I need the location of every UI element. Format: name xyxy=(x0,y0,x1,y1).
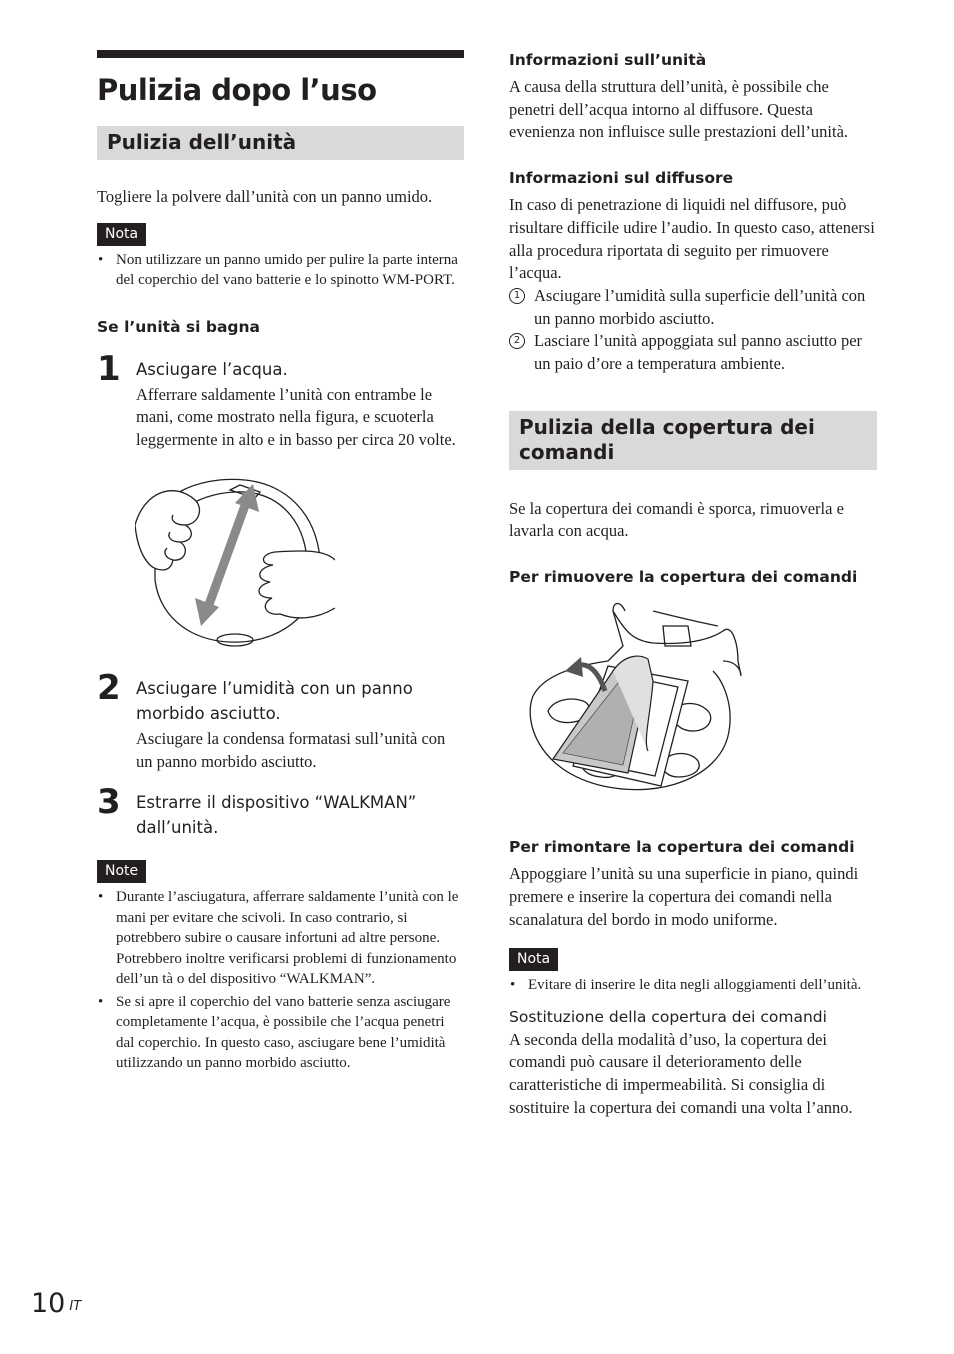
step-title: Estrarre il dispositivo “WALKMAN” dall’unità. xyxy=(136,793,417,838)
step-3 xyxy=(97,782,464,840)
shake-illustration xyxy=(135,470,335,650)
replace-cover-heading: Sostituzione della copertura dei comandi xyxy=(509,1007,827,1026)
replace-cover-body: A seconda della modalità d’uso, la copertura dei comandi può causare il deterioramento delle caratteristiche di impermeabilità. Si consiglia di sostituire la copertura dei comandi una volta l’anno. xyxy=(509,1029,853,1117)
title-rule xyxy=(97,50,464,58)
step-number: 1 xyxy=(97,348,121,389)
left-column xyxy=(97,50,464,1074)
circled-number: 1 xyxy=(509,288,525,304)
info-unit-heading: Informazioni sull’unità xyxy=(509,51,707,69)
page-number xyxy=(31,1287,81,1321)
reattach-cover-body: Appoggiare l’unità su una superficie in piano, quindi premere e inserire la copertura dei comandi nella scanalatura del bordo in modo uniforme. xyxy=(509,864,859,929)
note-badge: Note xyxy=(97,860,146,883)
unit-cleaning-intro: Togliere la polvere dall’unità con un panno umido. xyxy=(97,187,433,206)
speaker-step-text: Lasciare l’unità appoggiata sul panno asciutto per un paio d’ore a temperatura ambiente. xyxy=(534,331,863,374)
nota-item: • Non utilizzare un panno umido per pulire la parte interna del coperchio del vano batterie e lo spinotto WM-PORT. xyxy=(98,251,458,289)
section-heading-cover-cleaning: Pulizia della copertura dei comandi xyxy=(509,411,877,470)
note-item: • Se si apre il coperchio del vano batterie senza asciugare completamente l’acqua, è possibile che l’acqua penetri dal coperchio. In questo caso, asciugare bene l’umidità utilizzando un panno morbido asciutto. xyxy=(98,993,451,1072)
remove-cover-illustration xyxy=(513,601,743,801)
step-1 xyxy=(97,348,464,452)
remove-cover-heading: Per rimuovere la copertura dei comandi xyxy=(509,568,858,587)
step-title: Asciugare l’umidità con un panno morbido asciutto. xyxy=(136,678,413,723)
step-body: Afferrare saldamente l’unità con entrambe le mani, come mostrato nella figura, e scuoterla leggermente in alto e in basso per circa 20 volte. xyxy=(136,384,456,450)
step-body: Asciugare la condensa formatasi sull’unità con un panno morbido asciutto. xyxy=(136,728,446,771)
reattach-cover-heading: Per rimontare la copertura dei comandi xyxy=(509,838,855,857)
remove-cover-drawing xyxy=(513,601,743,801)
nota-badge: Nota xyxy=(97,223,146,246)
note-item-text: Durante l’asciugatura, afferrare saldamente l’unità con le mani per evitare che scivoli. In caso contrario, si potrebbero subire o causare infortuni ad altre persone. Potrebbero inoltre verificarsi problemi di funzionamento dell’un tà o del dispositivo “WALKMAN”. xyxy=(116,889,459,988)
section-heading-unit-cleaning: Pulizia dell’unità xyxy=(97,126,464,160)
circled-number: 2 xyxy=(509,333,525,349)
info-speaker-body: In caso di penetrazione di liquidi nel diffusore, può risultare difficile udire l’audio. In questo caso, attenersi alla procedura riportata di seguito per rimuovere l’acqua. xyxy=(509,195,875,283)
note-item-text: Se si apre il coperchio del vano batterie senza asciugare completamente l’acqua, è possibile che l’acqua penetri dal coperchio. In questo caso, asciugare bene l’umidità utilizzando un panno morbido asciutto. xyxy=(116,993,451,1072)
step-2 xyxy=(97,667,464,773)
step-number: 3 xyxy=(97,782,121,823)
page-title: Pulizia dopo l’uso xyxy=(97,73,377,107)
nota-item-text: Non utilizzare un panno umido per pulire la parte interna del coperchio del vano batterie e lo spinotto WM-PORT. xyxy=(116,251,458,289)
page-language-code: IT xyxy=(69,1299,82,1314)
speaker-step-text: Asciugare l’umidità sulla superficie dell’unità con un panno morbido asciutto. xyxy=(534,285,866,328)
speaker-step-1 xyxy=(509,285,877,330)
page-number-value: 10 xyxy=(31,1288,66,1319)
shake-unit-drawing xyxy=(135,470,335,650)
nota-badge: Nota xyxy=(509,948,558,971)
step-number: 2 xyxy=(97,667,121,708)
info-speaker-heading: Informazioni sul diffusore xyxy=(509,169,734,188)
note-item: • Durante l’asciugatura, afferrare saldamente l’unità con le mani per evitare che scivoli. In caso contrario, si potrebbero subire o causare infortuni ad altre persone. Potrebbero inoltre verificarsi problemi di funzionamento dell’un tà o del dispositivo “WALKMAN”. xyxy=(98,889,459,988)
step-title: Asciugare l’acqua. xyxy=(136,359,288,379)
nota-item-text: Evitare di inserire le dita negli alloggiamenti dell’unità. xyxy=(528,977,862,994)
wet-heading: Se l’unità si bagna xyxy=(97,317,260,336)
nota-item: • Evitare di inserire le dita negli alloggiamenti dell’unità. xyxy=(510,977,862,994)
speaker-step-2 xyxy=(509,330,877,375)
cover-intro: Se la copertura dei comandi è sporca, rimuoverla e lavarla con acqua. xyxy=(509,498,844,541)
info-unit-body: A causa della struttura dell’unità, è possibile che penetri dell’acqua intorno al diffusore. Questa evenienza non influisce sulle prestazioni dell’unità. xyxy=(509,77,849,142)
right-column xyxy=(509,50,877,1120)
